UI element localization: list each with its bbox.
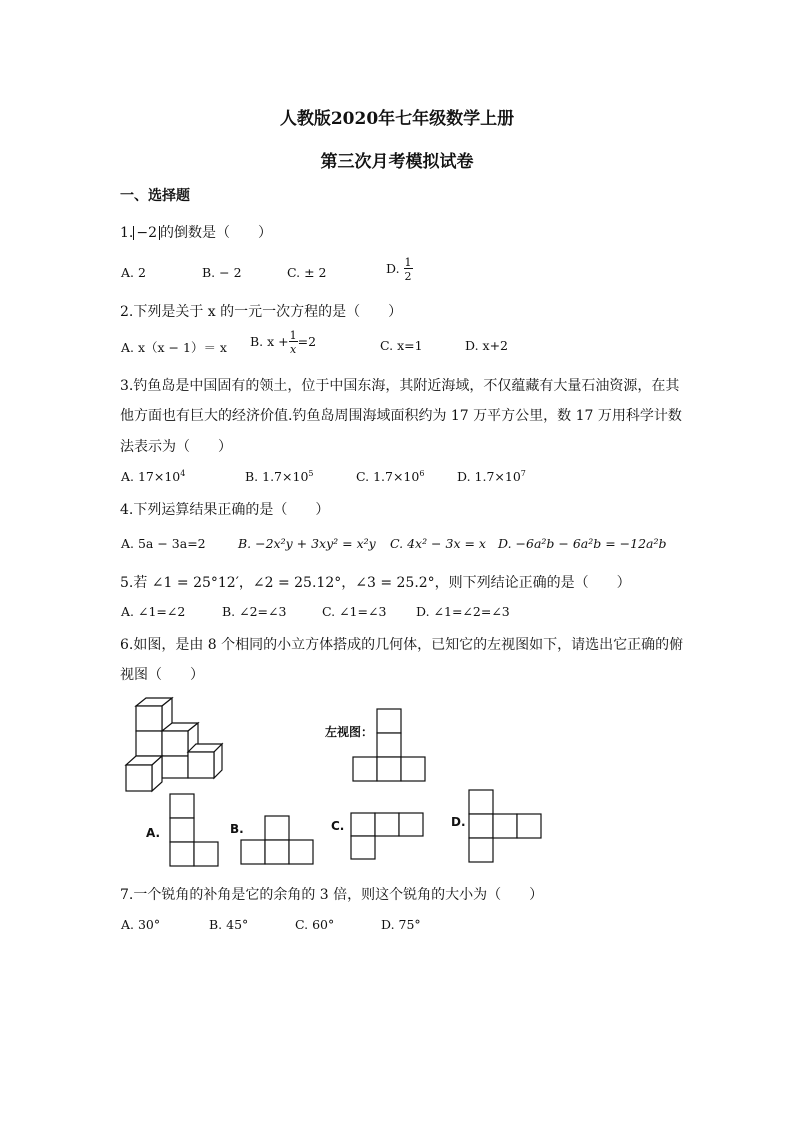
- grid-cell: [351, 836, 375, 859]
- q1-d-num: 1: [404, 256, 412, 269]
- question-6-line2: 视图（ ）: [120, 667, 204, 683]
- solid-front-face: [188, 752, 214, 778]
- q3-d-base: D. 1.7×10: [457, 469, 521, 485]
- q5-option-d: D. ∠1=∠2=∠3: [416, 604, 510, 619]
- q3-option-c: [356, 469, 424, 484]
- q1-d-den: 2: [404, 270, 412, 283]
- grid-cell: [375, 813, 399, 836]
- grid-cell: [469, 814, 493, 838]
- q4-option-c: C. 4x² − 3x = x: [390, 536, 486, 551]
- question-3-line1: 3.钓鱼岛是中国固有的领土，位于中国东海，其附近海域，不仅蕴藏有大量石油资源，在其: [120, 378, 680, 394]
- q2-option-b: [250, 330, 316, 355]
- grid-cell: [377, 733, 401, 757]
- q7-option-b: B. 45°: [209, 917, 249, 932]
- q2-option-a: A. x（x − 1）＝ x: [121, 340, 227, 355]
- q2-b-suffix: =2: [297, 334, 317, 349]
- q2-option-d: D. x+2: [465, 338, 508, 353]
- q6-option-d-diagram[interactable]: [467, 788, 543, 862]
- q2-b-prefix: B. x +: [250, 334, 289, 349]
- question-2: 2.下列是关于 x 的一元一次方程的是（ ）: [120, 304, 403, 320]
- grid-cell: [377, 709, 401, 733]
- q1-suffix: 的倒数是（ ）: [160, 225, 272, 241]
- question-3-line2: 他方面也有巨大的经济价值.钓鱼岛周围海域面积约为 17 万平方公里，数 17 万用科学计数: [120, 408, 682, 424]
- q1-prefix: 1.: [120, 225, 134, 241]
- q4-option-a: A. 5a − 3a=2: [121, 536, 206, 551]
- q1-option-c: C. ± 2: [287, 265, 327, 280]
- grid-cell: [170, 842, 194, 866]
- q3-a-exp: 4: [180, 469, 186, 478]
- question-6-line1: 6.如图，是由 8 个相同的小立方体搭成的几何体，已知它的左视图如下，请选出它正确的俯: [120, 637, 684, 653]
- question-1: [120, 222, 272, 242]
- q3-option-a: [121, 469, 185, 484]
- q1-abs-value: −2: [133, 226, 160, 240]
- grid-cell: [517, 814, 541, 838]
- q1-option-a: A. 2: [121, 265, 146, 280]
- q2-b-num: 1: [289, 329, 297, 342]
- solid-front-face: [136, 731, 162, 756]
- solid-front-face: [126, 765, 152, 791]
- solid-figure: [120, 692, 230, 797]
- grid-cell: [377, 757, 401, 781]
- q7-option-d: D. 75°: [381, 917, 421, 932]
- grid-cell: [399, 813, 423, 836]
- grid-cell: [401, 757, 425, 781]
- q7-option-a: A. 30°: [121, 917, 161, 932]
- q3-c-exp: 6: [419, 469, 425, 478]
- q1-d-prefix: D.: [386, 261, 400, 276]
- q5-option-a: A. ∠1=∠2: [121, 604, 186, 619]
- solid-front-face: [162, 731, 188, 756]
- grid-cell: [351, 813, 375, 836]
- question-5: 5.若 ∠1 = 25°12′，∠2 = 25.12°，∠3 = 25.2°，则下列结论正确的是（ ）: [120, 575, 631, 591]
- q1-option-b: B. − 2: [202, 265, 242, 280]
- question-3-line3: 法表示为（ ）: [120, 439, 232, 455]
- solid-front-face: [162, 756, 188, 778]
- q3-c-base: C. 1.7×10: [356, 469, 420, 485]
- grid-cell: [265, 840, 289, 864]
- q7-option-c: C. 60°: [295, 917, 335, 932]
- doc-title-line2: 第三次月考模拟试卷: [320, 152, 474, 172]
- q6-option-c-diagram[interactable]: [349, 811, 425, 861]
- q3-a-base: A. 17×10: [121, 469, 181, 485]
- doc-title-line1: 人教版2020年七年级数学上册: [279, 109, 515, 129]
- q3-b-base: B. 1.7×10: [245, 469, 309, 485]
- grid-cell: [289, 840, 313, 864]
- q6-option-b-label: B.: [230, 822, 244, 836]
- left-view-label: 左视图：: [325, 725, 374, 739]
- q3-b-exp: 5: [308, 469, 314, 478]
- q2-b-den: x: [290, 343, 297, 356]
- q1-option-d: [386, 257, 413, 282]
- grid-cell: [170, 818, 194, 842]
- q1-d-fraction: [404, 257, 413, 282]
- grid-cell: [241, 840, 265, 864]
- q6-option-c-label: C.: [331, 819, 345, 833]
- q4-option-b: B. −2x²y + 3xy² = x²y: [238, 536, 376, 551]
- q3-option-b: [245, 469, 314, 484]
- grid-cell: [265, 816, 289, 840]
- q4-option-d: D. −6a²b − 6a²b = −12a²b: [498, 536, 667, 551]
- grid-cell: [353, 757, 377, 781]
- q6-option-a-label: A.: [146, 826, 161, 840]
- grid-cell: [493, 814, 517, 838]
- grid-cell: [170, 794, 194, 818]
- q3-option-d: [457, 469, 526, 484]
- q6-option-a-diagram[interactable]: [168, 792, 220, 868]
- grid-cell: [469, 790, 493, 814]
- grid-cell: [194, 842, 218, 866]
- q6-option-b-diagram[interactable]: [239, 814, 315, 866]
- question-4: 4.下列运算结果正确的是（ ）: [120, 502, 330, 518]
- question-7: 7.一个锐角的补角是它的余角的 3 倍，则这个锐角的大小为（ ）: [120, 887, 544, 903]
- q2-b-fraction: [289, 330, 298, 355]
- section-heading: 一、选择题: [120, 188, 190, 204]
- solid-front-face: [136, 706, 162, 731]
- q5-option-c: C. ∠1=∠3: [322, 604, 387, 619]
- q5-option-b: B. ∠2=∠3: [222, 604, 287, 619]
- q6-option-d-label: D.: [451, 815, 466, 829]
- q2-option-c: C. x=1: [380, 338, 423, 353]
- grid-cell: [469, 838, 493, 862]
- q3-d-exp: 7: [520, 469, 526, 478]
- left-view-diagram: [352, 708, 428, 782]
